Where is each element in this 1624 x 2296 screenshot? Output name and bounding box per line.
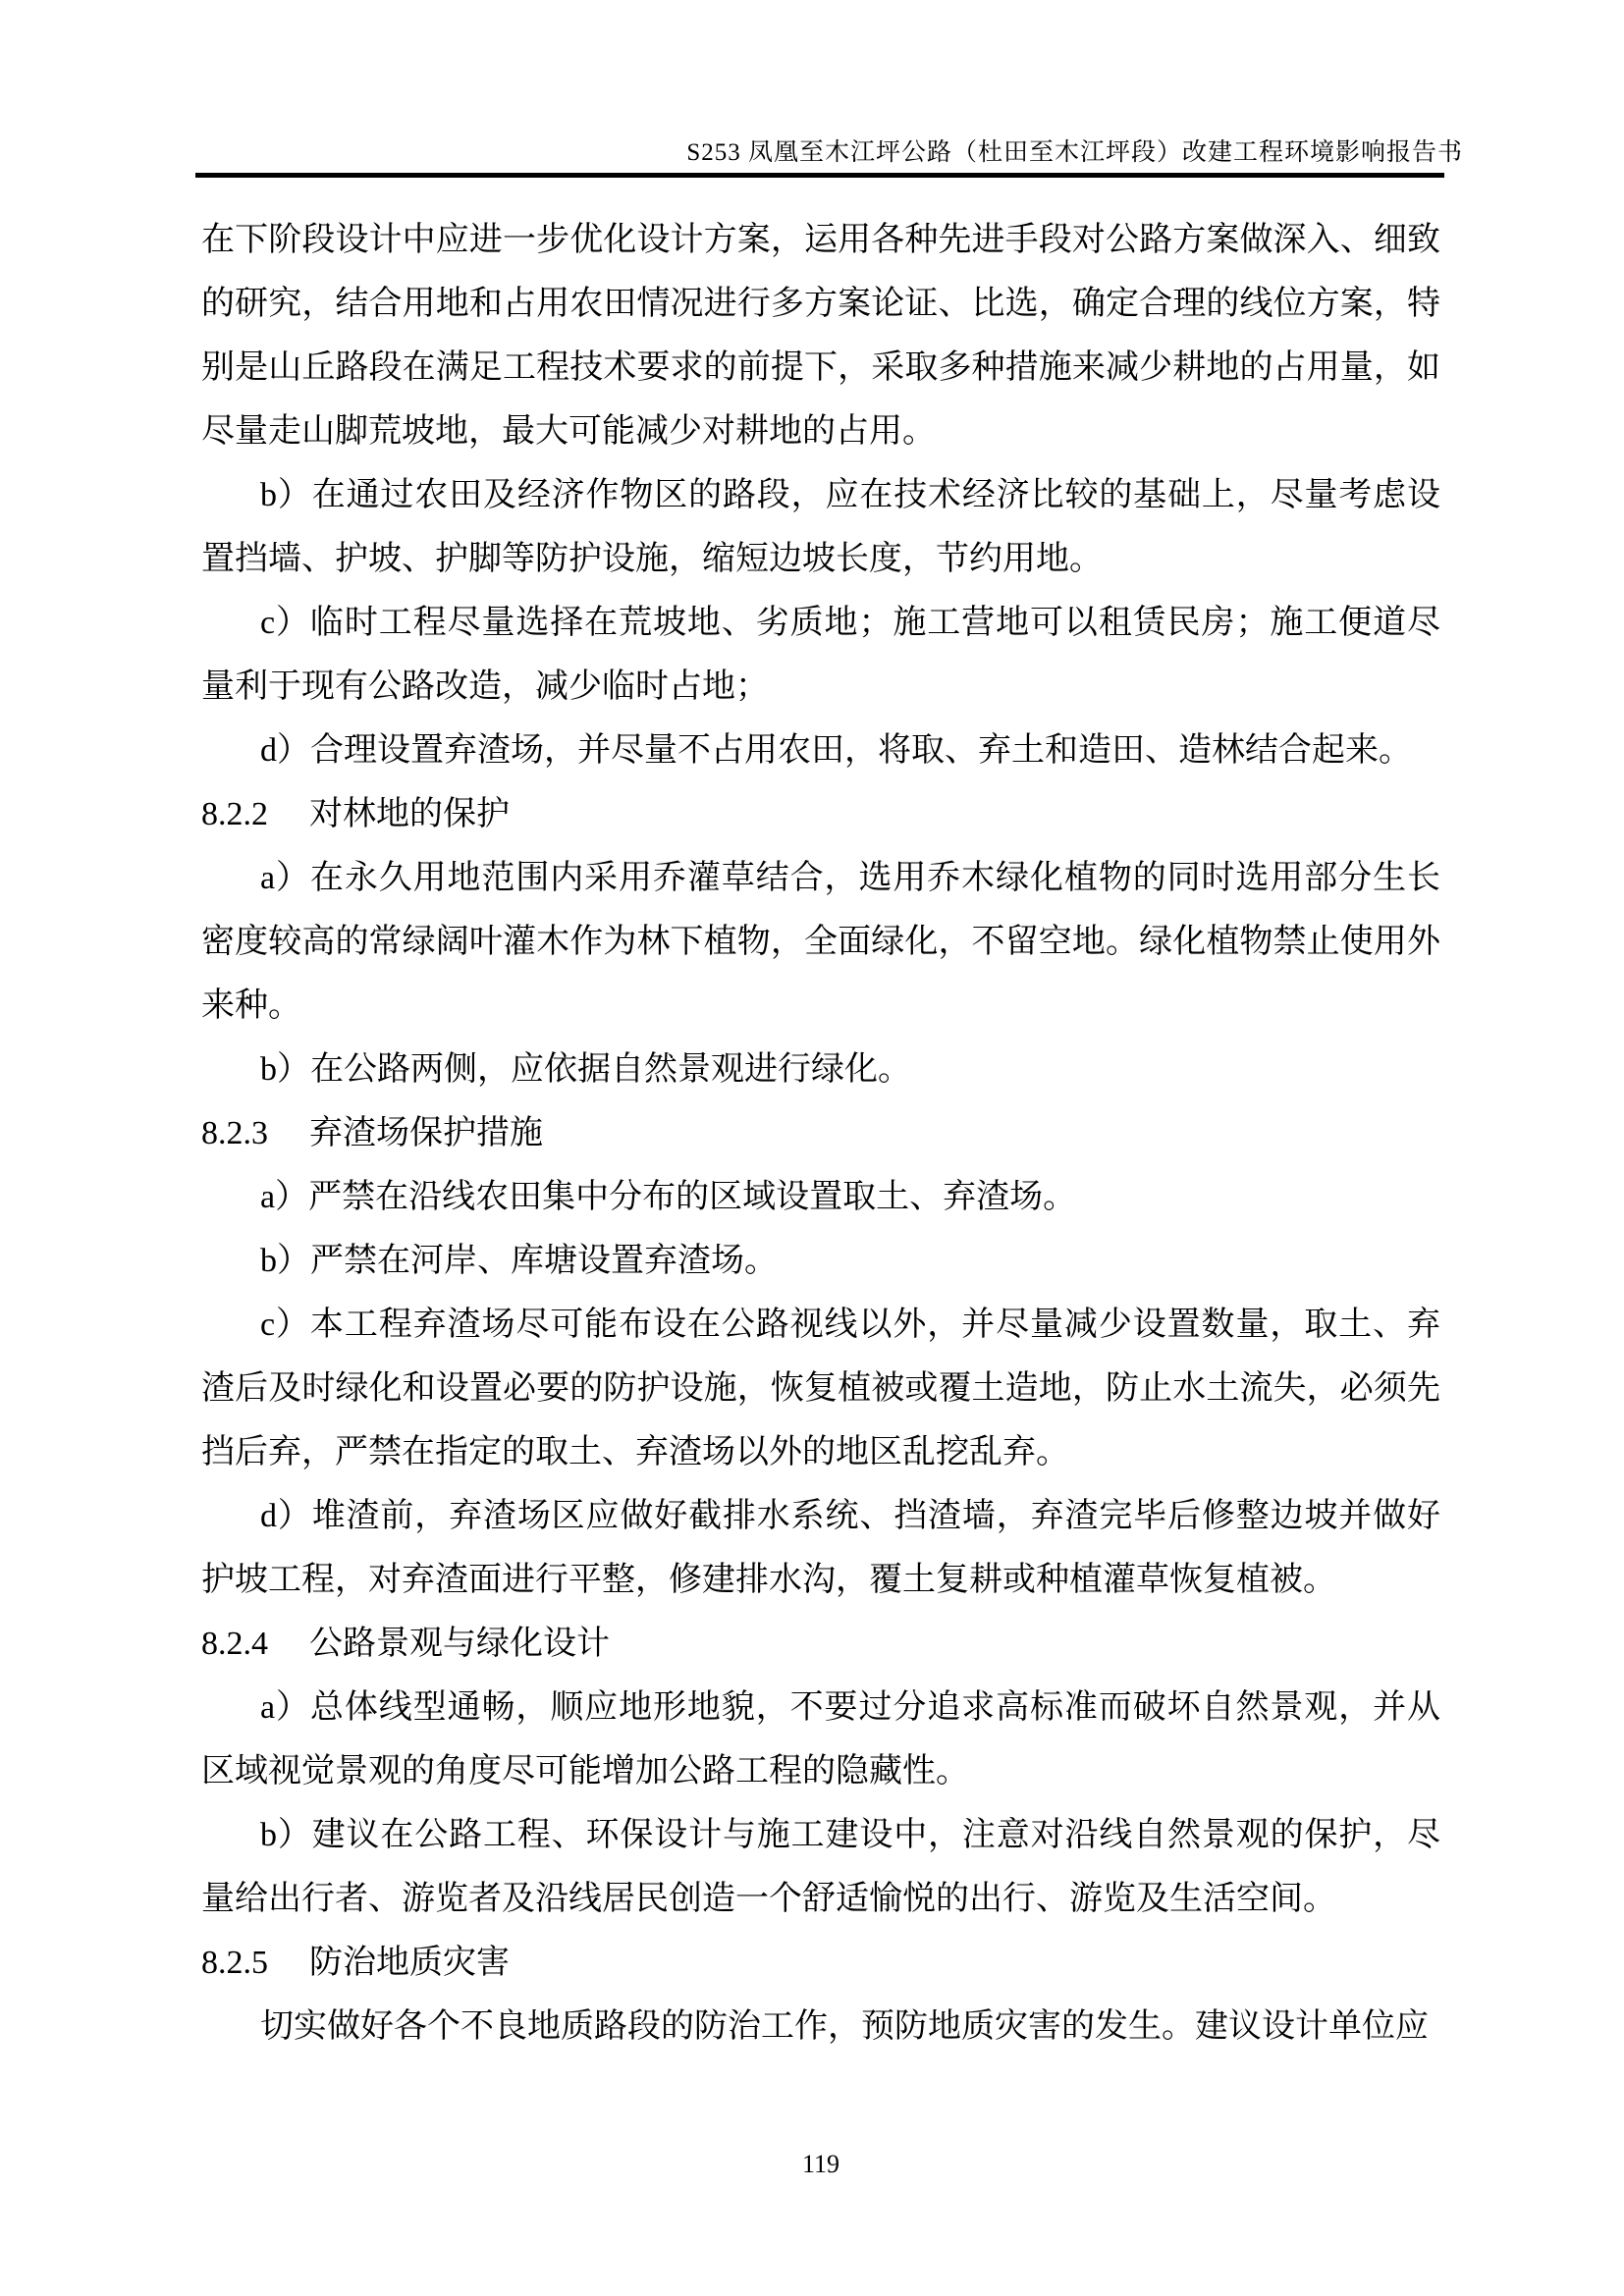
body-paragraph: b）严禁在河岸、库塘设置弃渣场。 xyxy=(260,1243,778,1279)
page-footer xyxy=(201,2150,1440,2179)
body-paragraph: 切实做好各个不良地质路段的防治工作，预防地质灾害的发生。建议设计单位应 xyxy=(260,2008,1429,2045)
body-paragraph: d）堆渣前，弃渣场区应做好截排水系统、挡渣墙，弃渣完毕后修整边坡并做好护坡工程，对弃渣面进行平整，修建排水沟，覆土复耕或种植灌草恢复植被。 xyxy=(201,1498,1440,1598)
section-heading xyxy=(201,1931,1440,1995)
section-heading xyxy=(201,1612,1440,1676)
page-number: 119 xyxy=(801,2150,840,2178)
body-paragraph: 在下阶段设计中应进一步优化设计方案，运用各种先进手段对公路方案做深入、细致的研究，结合用地和占用农田情况进行多方案论证、比选，确定合理的线位方案，特别是山丘路段在满足工程技术要求的前提下，采取多种措施来减少耕地的占用量，如尽量走山脚荒坡地，最大可能减少对耕地的占用。 xyxy=(201,222,1440,450)
body-paragraph: b）在公路两侧，应依据自然景观进行绿化。 xyxy=(260,1051,911,1088)
body-paragraph: a）总体线型通畅，顺应地形地貌，不要过分追求高标准而破坏自然景观，并从区域视觉景观的角度尽可能增加公路工程的隐藏性。 xyxy=(201,1689,1440,1789)
body-paragraph: c）本工程弃渣场尽可能布设在公路视线以外，并尽量减少设置数量，取土、弃渣后及时绿化和设置必要的防护设施，恢复植被或覆土造地，防止水土流失，必须先挡后弃，严禁在指定的取土、弃渣场以外的地区乱挖乱弃。 xyxy=(201,1307,1440,1470)
body-paragraph: b）建议在公路工程、环保设计与施工建设中，注意对沿线自然景观的保护，尽量给出行者、游览者及沿线居民创造一个舒适愉悦的出行、游览及生活空间。 xyxy=(201,1817,1440,1917)
document-body xyxy=(201,208,1440,2058)
body-paragraph: d）合理设置弃渣场，并尽量不占用农田，将取、弃土和造田、造林结合起来。 xyxy=(260,732,1412,769)
body-paragraph: a）在永久用地范围内采用乔灌草结合，选用乔木绿化植物的同时选用部分生长密度较高的常绿阔叶灌木作为林下植物，全面绿化，不留空地。绿化植物禁止使用外来种。 xyxy=(201,860,1440,1024)
header-rule xyxy=(195,173,1444,178)
section-number: 8.2.3 xyxy=(201,1115,268,1151)
section-title: 弃渣场保护措施 xyxy=(309,1115,543,1151)
header-title: S253 凤凰至木江坪公路（杜田至木江坪段）改建工程环境影响报告书 xyxy=(686,139,1463,166)
section-title: 公路景观与绿化设计 xyxy=(309,1626,610,1662)
section-number: 8.2.5 xyxy=(201,1945,268,1981)
body-paragraph: a）严禁在沿线农田集中分布的区域设置取土、弃渣场。 xyxy=(260,1179,1077,1215)
body-paragraph: c）临时工程尽量选择在荒坡地、劣质地；施工营地可以租赁民房；施工便道尽量利于现有公路改造，减少临时占地； xyxy=(201,605,1440,705)
body-paragraph: b）在通过农田及经济作物区的路段，应在技术经济比较的基础上，尽量考虑设置挡墙、护坡、护脚等防护设施，缩短边坡长度，节约用地。 xyxy=(201,477,1440,577)
section-number: 8.2.4 xyxy=(201,1626,268,1662)
section-title: 对林地的保护 xyxy=(309,796,510,832)
section-heading xyxy=(201,1101,1440,1165)
section-title: 防治地质灾害 xyxy=(309,1945,510,1981)
section-heading xyxy=(201,782,1440,846)
section-number: 8.2.2 xyxy=(201,796,268,832)
